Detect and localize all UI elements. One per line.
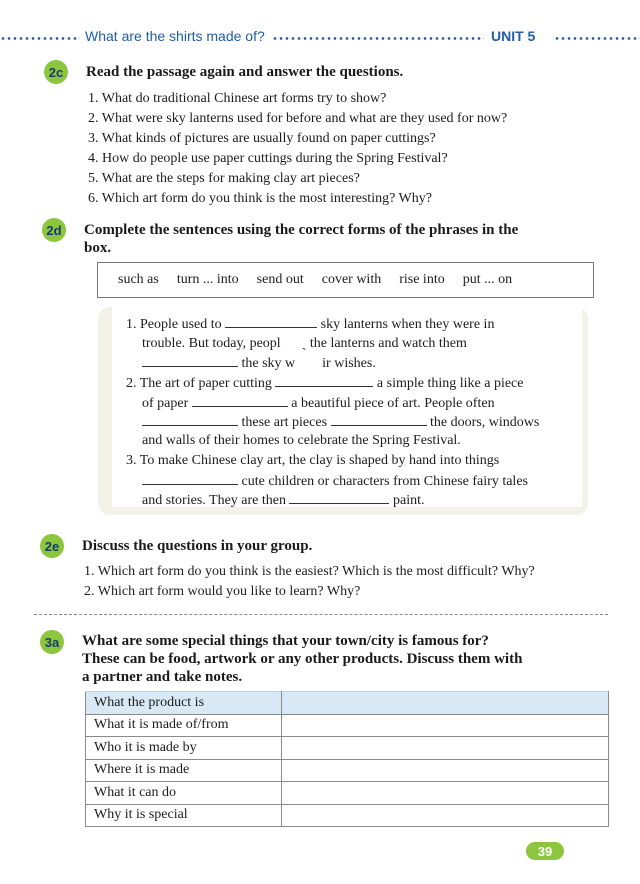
table-cell-notes[interactable]	[282, 759, 609, 782]
exercise-line: of paper a beautiful piece of art. People often	[142, 393, 495, 414]
table-cell-label: Who it is made by	[86, 737, 282, 760]
table-cell-notes[interactable]	[282, 804, 609, 827]
list-item: 3. What kinds of pictures are usually found on paper cuttings?	[88, 131, 436, 146]
heading-3a-line2: These can be food, artwork or any other products. Discuss them with	[82, 651, 523, 667]
list-item: 1. Which art form do you think is the easiest? Which is the most difficult? Why?	[84, 564, 535, 579]
heading-3a-line3: a partner and take notes.	[82, 669, 243, 685]
badge-2d: 2d	[42, 218, 66, 242]
exercise-line: these art pieces the doors, windows	[142, 412, 539, 433]
page-header	[0, 28, 640, 48]
header-unit: UNIT 5	[491, 28, 536, 44]
questions-2e	[84, 562, 535, 602]
table-cell-label: What it is made of/from	[86, 714, 282, 737]
answer-blank[interactable]	[275, 373, 373, 387]
table-row	[86, 714, 609, 737]
answer-blank[interactable]	[142, 353, 238, 367]
exercise-line: cute children or characters from Chinese fairy tales	[142, 471, 528, 492]
exercise-line: 1. People used to sky lanterns when they were in	[126, 314, 494, 335]
heading-2c: Read the passage again and answer the questions.	[86, 64, 404, 80]
table-row	[86, 782, 609, 805]
table-cell-label: Why it is special	[86, 804, 282, 827]
phrase: rise into	[399, 272, 445, 287]
heading-2d-continued: box.	[84, 240, 112, 256]
heading-2d: Complete the sentences using the correct forms of the phrases in the	[84, 222, 519, 238]
page-number: 39	[526, 842, 564, 860]
phrase: send out	[256, 272, 304, 287]
section-divider	[34, 614, 608, 615]
answer-blank[interactable]	[289, 490, 389, 504]
list-item: 6. Which art form do you think is the most interesting? Why?	[88, 191, 432, 206]
exercise-line: 2. The art of paper cutting a simple thing like a piece	[126, 373, 523, 394]
phrase: such as	[118, 272, 159, 287]
questions-2c	[88, 89, 507, 209]
answer-blank[interactable]	[142, 471, 238, 485]
table-cell-notes[interactable]	[282, 737, 609, 760]
table-cell-notes[interactable]	[282, 692, 609, 715]
table-cell-label: What it can do	[86, 782, 282, 805]
phrase: cover with	[321, 272, 382, 287]
exercise-line: trouble. But today, peopl ˎ the lanterns and watch them	[142, 336, 467, 351]
header-dots-right	[554, 37, 640, 40]
exercise-line: and stories. They are then paint.	[142, 490, 424, 511]
exercise-line: the sky w ir wishes.	[142, 353, 376, 374]
answer-blank[interactable]	[142, 412, 238, 426]
notes-table	[85, 691, 609, 827]
phrase: put ... on	[462, 272, 513, 287]
list-item: 1. What do traditional Chinese art forms try to show?	[88, 91, 387, 106]
list-item: 5. What are the steps for making clay art pieces?	[88, 171, 360, 186]
list-item: 2. Which art form would you like to learn? Why?	[84, 584, 361, 599]
badge-2e: 2e	[40, 534, 64, 558]
table-row	[86, 692, 609, 715]
exercise-box	[98, 307, 588, 515]
table-cell-label: What the product is	[86, 692, 282, 715]
answer-blank[interactable]	[225, 314, 317, 328]
table-cell-label: Where it is made	[86, 759, 282, 782]
table-cell-notes[interactable]	[282, 782, 609, 805]
table-cell-notes[interactable]	[282, 714, 609, 737]
heading-3a: What are some special things that your town/city is famous for?	[82, 633, 489, 649]
phrase: turn ... into	[176, 272, 239, 287]
exercise-line: 3. To make Chinese clay art, the clay is shaped by hand into things	[126, 453, 500, 468]
badge-3a: 3a	[40, 630, 64, 654]
exercise-line: and walls of their homes to celebrate the Spring Festival.	[142, 433, 461, 448]
list-item: 4. How do people use paper cuttings during the Spring Festival?	[88, 151, 448, 166]
answer-blank[interactable]	[192, 393, 288, 407]
badge-2c: 2c	[44, 60, 68, 84]
header-dots-middle	[272, 37, 484, 40]
answer-blank[interactable]	[331, 412, 427, 426]
table-row	[86, 759, 609, 782]
table-row	[86, 737, 609, 760]
table-row	[86, 804, 609, 827]
header-dots-left	[0, 37, 80, 40]
exercise-paper	[112, 307, 582, 507]
header-title: What are the shirts made of?	[85, 28, 265, 44]
list-item: 2. What were sky lanterns used for before and what are they used for now?	[88, 111, 508, 126]
phrase-box	[97, 262, 594, 298]
heading-2e: Discuss the questions in your group.	[82, 538, 313, 554]
